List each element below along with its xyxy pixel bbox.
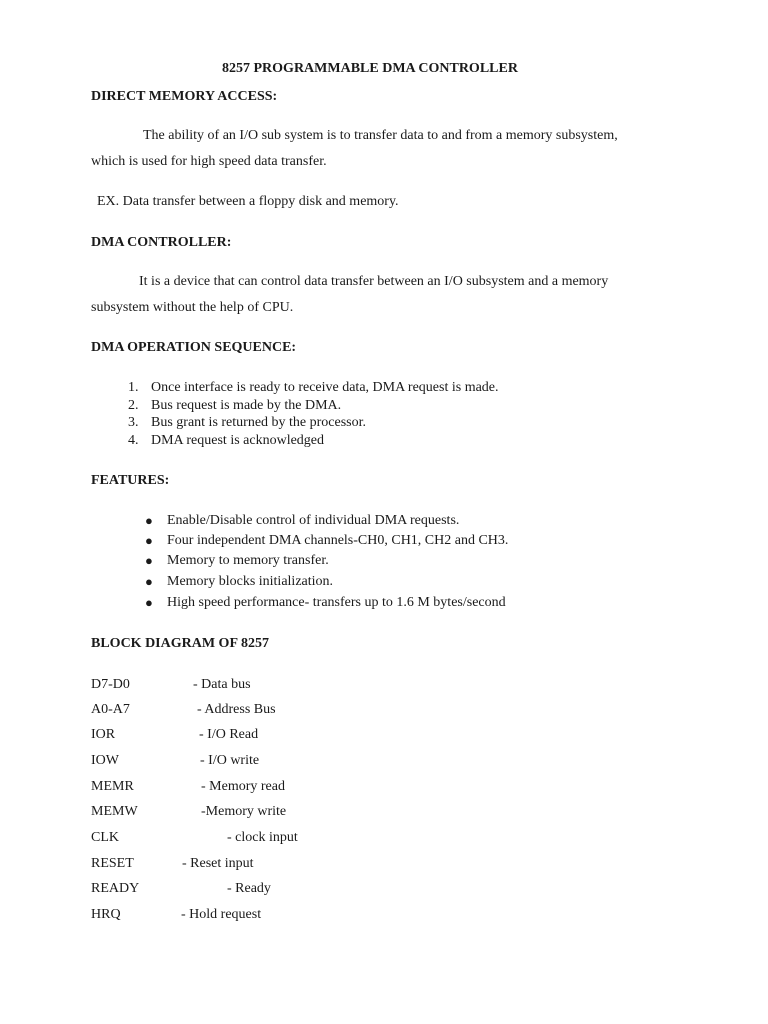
sequence-item <box>0 398 768 416</box>
sequence-item-text: DMA request is acknowledged <box>151 433 325 448</box>
signal-description: - Address Bus <box>197 702 276 717</box>
sequence-item-number: 4. <box>128 433 139 448</box>
bullet-icon: ● <box>145 574 153 589</box>
signal-name: IOW <box>91 753 119 768</box>
signal-row <box>0 779 768 797</box>
signal-row <box>0 753 768 771</box>
signal-description: -Memory write <box>201 804 287 819</box>
signal-description: - Hold request <box>181 907 262 922</box>
signal-row <box>0 702 768 720</box>
feature-item-text: Memory blocks initialization. <box>167 574 334 589</box>
signal-row <box>0 830 768 848</box>
bullet-icon: ● <box>145 513 153 528</box>
signal-row <box>0 856 768 874</box>
feature-item <box>0 595 768 615</box>
signal-description: - clock input <box>227 830 298 845</box>
sequence-item-text: Once interface is ready to receive data, DMA request is made. <box>151 380 499 395</box>
signal-name: MEMR <box>91 779 134 794</box>
bullet-icon: ● <box>145 533 153 548</box>
sequence-item <box>0 415 768 433</box>
signal-name: D7-D0 <box>91 677 130 692</box>
feature-item <box>0 574 768 594</box>
controller-heading: DMA CONTROLLER: <box>91 235 232 250</box>
feature-item-text: High speed performance- transfers up to 1.6 M bytes/second <box>167 595 506 610</box>
bullet-icon: ● <box>145 553 153 568</box>
signal-name: READY <box>91 881 140 896</box>
feature-item-text: Four independent DMA channels-CH0, CH1, CH2 and CH3. <box>167 533 509 548</box>
controller-paragraph-line-2: subsystem without the help of CPU. <box>91 300 294 315</box>
signal-name: MEMW <box>91 804 138 819</box>
feature-item-text: Enable/Disable control of individual DMA requests. <box>167 513 460 528</box>
sequence-item-number: 2. <box>128 398 139 413</box>
dma-paragraph-line-2: which is used for high speed data transfer. <box>91 154 327 169</box>
sequence-item-text: Bus grant is returned by the processor. <box>151 415 367 430</box>
sequence-heading: DMA OPERATION SEQUENCE: <box>91 340 297 355</box>
feature-item-text: Memory to memory transfer. <box>167 553 329 568</box>
signal-description: - Reset input <box>182 856 254 871</box>
feature-item <box>0 513 768 533</box>
block-diagram-heading: BLOCK DIAGRAM OF 8257 <box>91 636 269 651</box>
dma-paragraph-line-1: The ability of an I/O sub system is to transfer data to and from a memory subsystem, <box>143 128 618 143</box>
signal-name: RESET <box>91 856 134 871</box>
sequence-item-text: Bus request is made by the DMA. <box>151 398 342 413</box>
sequence-item <box>0 380 768 398</box>
controller-paragraph-line-1: It is a device that can control data transfer between an I/O subsystem and a memory <box>139 274 609 289</box>
feature-item <box>0 533 768 553</box>
signal-name: CLK <box>91 830 119 845</box>
signal-description: - I/O write <box>200 753 260 768</box>
features-heading: FEATURES: <box>91 473 170 488</box>
bullet-icon: ● <box>145 595 153 610</box>
signal-row <box>0 907 768 925</box>
signal-row <box>0 727 768 745</box>
sequence-item-number: 3. <box>128 415 139 430</box>
signal-name: HRQ <box>91 907 121 922</box>
page-title: 8257 PROGRAMMABLE DMA CONTROLLER <box>222 61 518 76</box>
signal-name: IOR <box>91 727 116 742</box>
sequence-item-number: 1. <box>128 380 139 395</box>
signal-row <box>0 881 768 899</box>
feature-item <box>0 553 768 573</box>
signal-description: - Memory read <box>201 779 285 794</box>
dma-heading: DIRECT MEMORY ACCESS: <box>91 89 278 104</box>
signal-description: - Data bus <box>193 677 251 692</box>
signal-name: A0-A7 <box>91 702 130 717</box>
signal-row <box>0 677 768 695</box>
signal-description: - I/O Read <box>199 727 259 742</box>
signal-description: - Ready <box>227 881 271 896</box>
sequence-item <box>0 433 768 451</box>
signal-row <box>0 804 768 822</box>
dma-example: EX. Data transfer between a floppy disk and memory. <box>97 194 399 209</box>
